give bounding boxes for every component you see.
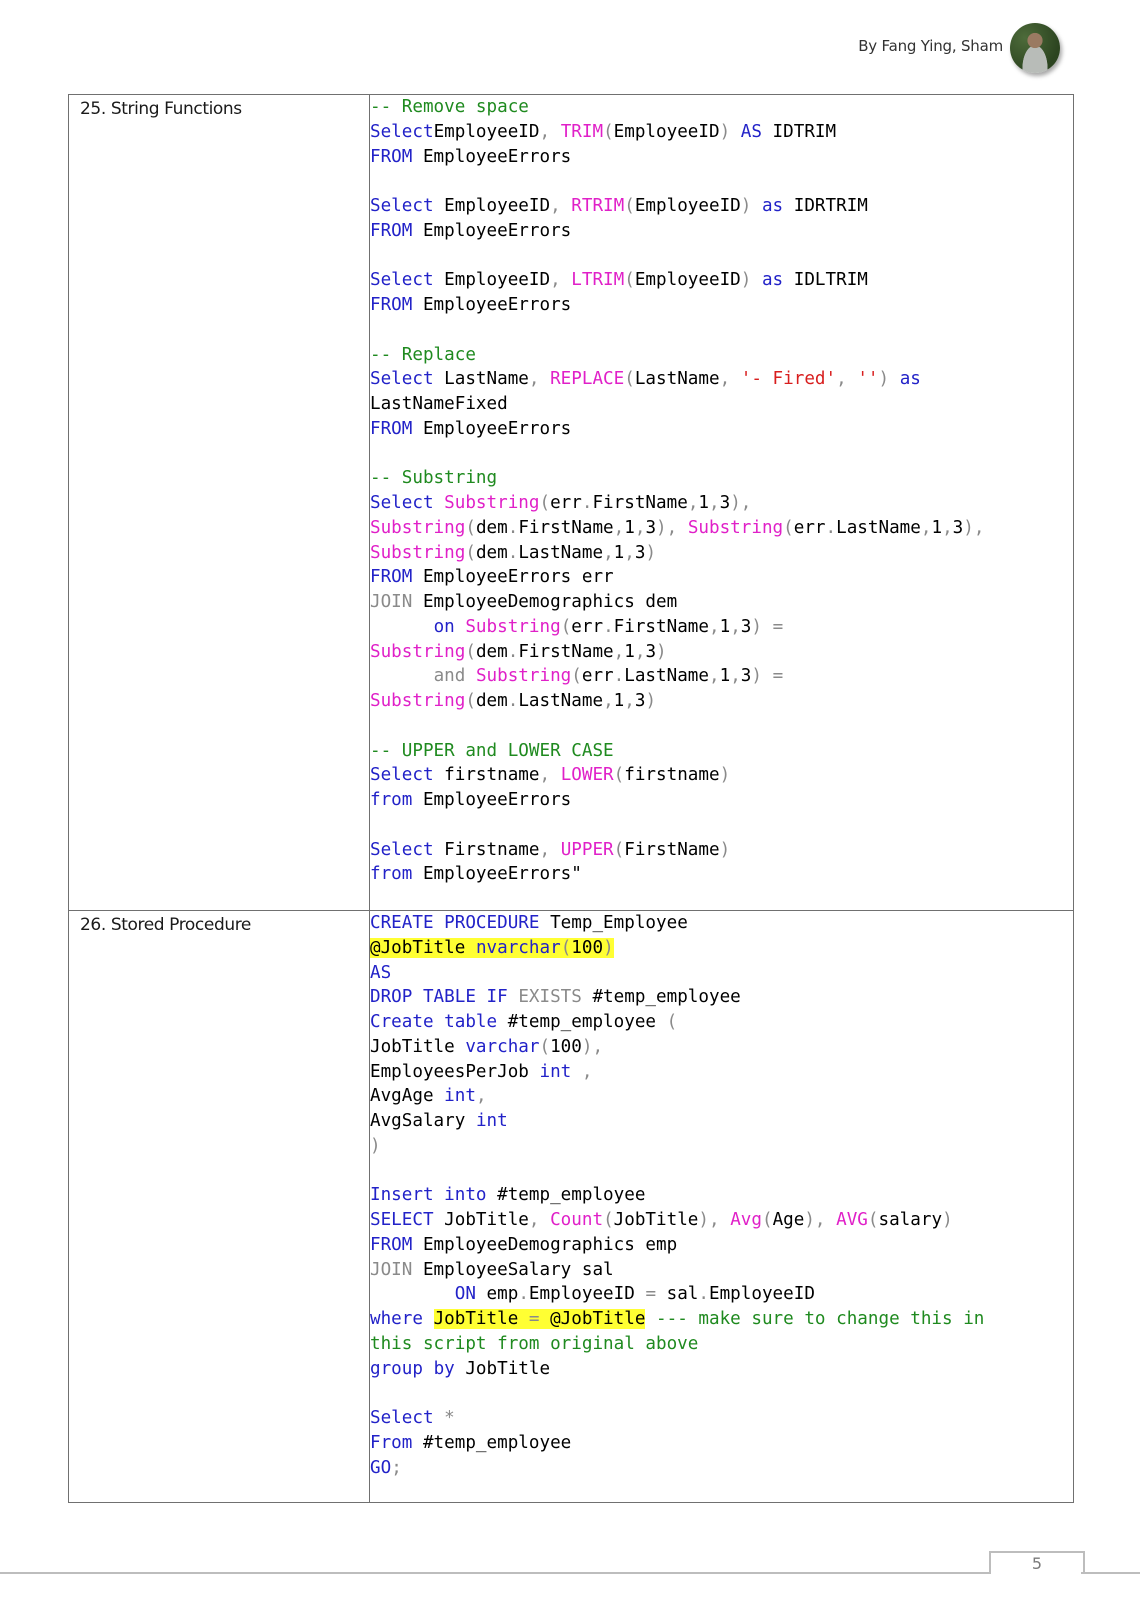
code-line: Create table #temp_employee ( bbox=[370, 1012, 678, 1032]
code-line: and Substring(err.LastName,1,3) = bbox=[433, 666, 784, 687]
code-line: @JobTitle nvarchar(100) bbox=[370, 937, 614, 958]
author-avatar bbox=[1010, 23, 1060, 73]
code-line bbox=[370, 813, 1073, 838]
code-line: Select * bbox=[370, 1408, 455, 1428]
code-line bbox=[370, 169, 1073, 194]
code-line: SELECT JobTitle, Count(JobTitle), Avg(Age), AVG(salary) bbox=[370, 1210, 953, 1230]
code-line: FROM EmployeeErrors bbox=[370, 418, 572, 439]
code-line: FROM EmployeeErrors bbox=[370, 146, 572, 167]
code-line: Select EmployeeID, LTRIM(EmployeeID) as IDLTRIM bbox=[370, 270, 868, 291]
code-line: Select Substring(err.FirstName,1,3), bbox=[370, 493, 752, 513]
code-line bbox=[370, 244, 1073, 269]
code-line: FROM EmployeeDemographics emp bbox=[370, 1234, 678, 1255]
code-line bbox=[370, 1381, 1073, 1406]
code-line: Insert into #temp_employee bbox=[370, 1185, 646, 1206]
code-line bbox=[370, 318, 1073, 343]
code-line: FROM EmployeeErrors bbox=[370, 295, 572, 315]
code-line: from EmployeeErrors" bbox=[370, 864, 582, 885]
code-line: on Substring(err.FirstName,1,3) = bbox=[433, 616, 784, 637]
code-line: JobTitle varchar(100), bbox=[370, 1036, 604, 1057]
code-line: Substring(dem.LastName,1,3) bbox=[370, 691, 657, 711]
code-block-stored-procedure bbox=[370, 911, 1073, 1480]
page-number: 5 bbox=[989, 1551, 1085, 1574]
footer-rule bbox=[1081, 1572, 1140, 1574]
code-line: JOIN EmployeeDemographics dem bbox=[370, 592, 678, 612]
code-line: JOIN EmployeeSalary sal bbox=[370, 1259, 614, 1280]
code-line: AvgSalary int bbox=[370, 1111, 508, 1131]
code-line: CREATE PROCEDURE Temp_Employee bbox=[370, 913, 688, 933]
code-line: group by JobTitle bbox=[370, 1358, 551, 1379]
code-line: from EmployeeErrors bbox=[370, 790, 572, 810]
code-line: FROM EmployeeErrors err bbox=[370, 567, 614, 588]
code-line: AS bbox=[370, 962, 392, 983]
code-line: this script from original above bbox=[370, 1333, 699, 1354]
code-line: -- Remove space bbox=[370, 97, 529, 117]
code-cell bbox=[370, 95, 1074, 911]
code-line: GO; bbox=[370, 1457, 402, 1478]
topic-cell bbox=[69, 911, 370, 1503]
code-line: Select firstname, LOWER(firstname) bbox=[370, 765, 731, 786]
code-line bbox=[370, 714, 1073, 739]
topic-cell bbox=[69, 95, 370, 911]
code-block-string-functions bbox=[370, 95, 1073, 887]
code-line: SelectEmployeeID, TRIM(EmployeeID) AS IDTRIM bbox=[370, 121, 837, 142]
code-line: Select LastName, REPLACE(LastName, '- Fired', '') as bbox=[370, 369, 921, 390]
code-line: FROM EmployeeErrors bbox=[370, 220, 572, 241]
code-line bbox=[370, 1159, 1073, 1184]
code-line: Select Firstname, UPPER(FirstName) bbox=[370, 839, 731, 860]
code-line: ON emp.EmployeeID = sal.EmployeeID bbox=[454, 1284, 815, 1305]
notes-table bbox=[68, 94, 1074, 1503]
header-author: By Fang Ying, Sham bbox=[858, 37, 1003, 55]
table-row-stored-procedure bbox=[69, 911, 1074, 1503]
footer-rule bbox=[0, 1572, 990, 1574]
code-cell bbox=[370, 911, 1074, 1503]
topic-label: 26. Stored Procedure bbox=[80, 915, 251, 935]
table-row-string-functions bbox=[69, 95, 1074, 911]
code-line: From #temp_employee bbox=[370, 1432, 572, 1453]
code-line: Substring(dem.LastName,1,3) bbox=[370, 542, 657, 563]
code-line: -- UPPER and LOWER CASE bbox=[370, 740, 614, 761]
code-line bbox=[370, 442, 1073, 467]
code-line: DROP TABLE IF EXISTS #temp_employee bbox=[370, 987, 741, 1008]
code-line: EmployeesPerJob int , bbox=[370, 1061, 593, 1082]
code-line: where JobTitle = @JobTitle --- make sure to change this in bbox=[370, 1309, 985, 1329]
code-line: LastNameFixed bbox=[370, 394, 508, 414]
code-line: ) bbox=[370, 1135, 381, 1156]
code-line: AvgAge int, bbox=[370, 1086, 487, 1107]
code-line: -- Substring bbox=[370, 468, 498, 489]
topic-label: 25. String Functions bbox=[80, 99, 242, 119]
code-line: Select EmployeeID, RTRIM(EmployeeID) as IDRTRIM bbox=[370, 196, 868, 216]
code-line: Substring(dem.FirstName,1,3), Substring(err.LastName,1,3), bbox=[370, 517, 985, 538]
code-line: Substring(dem.FirstName,1,3) bbox=[370, 641, 667, 662]
code-line: -- Replace bbox=[370, 344, 476, 365]
